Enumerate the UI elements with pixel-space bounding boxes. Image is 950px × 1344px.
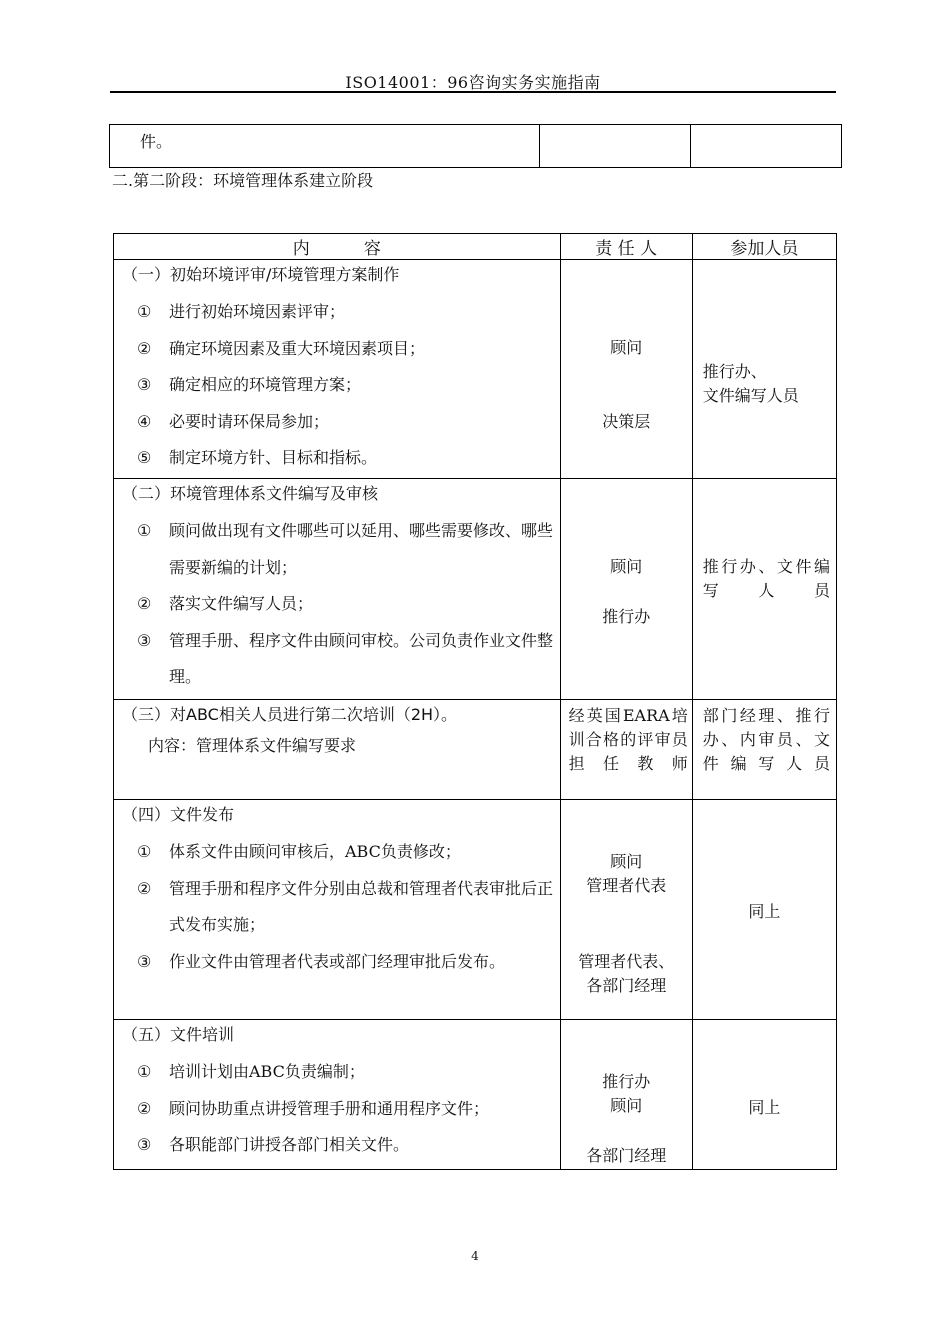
list-item: ① 体系文件由顾问审核后，ABC负责修改；: [137, 842, 461, 861]
empty-cell: [690, 125, 841, 168]
row-title: （一）初始环境评审/环境管理方案制作: [122, 265, 400, 284]
row-content: [114, 1020, 561, 1170]
responsible-line: 各部门经理: [586, 1146, 667, 1165]
list-item: ② 管理手册和程序文件分别由总裁和管理者代表审批后正式发布实施；: [137, 878, 554, 934]
row-participants: [692, 1020, 836, 1170]
row-content: [114, 800, 561, 1020]
list-item: ② 确定环境因素及重大环境因素项目；: [137, 338, 426, 358]
table-row: [114, 479, 837, 700]
table-row: [114, 700, 837, 800]
stage-two-table: [113, 233, 837, 1170]
section-heading: 二.第二阶段：环境管理体系建立阶段: [112, 171, 374, 190]
list-item: ① 培训计划由ABC负责编制；: [137, 1062, 365, 1081]
list-item: ③ 各职能部门讲授各部门相关文件。: [137, 1135, 410, 1154]
responsible-line: 经英国EARA培训合格的评审员担任教师: [568, 706, 688, 773]
list-item: ③ 作业文件由管理者代表或部门经理审批后发布。: [137, 951, 506, 971]
responsible-line: 推行办: [602, 607, 651, 626]
responsible-line: 推行办: [602, 1072, 651, 1091]
list-item: ③ 管理手册、程序文件由顾问审校。公司负责作业文件整理。: [137, 630, 554, 686]
list-item: ② 落实文件编写人员；: [137, 594, 314, 613]
page-number: 4: [471, 1249, 479, 1263]
participants-line: 文件编写人员: [702, 386, 799, 405]
responsible-line: 顾问: [610, 1096, 643, 1115]
header-content: 内 容: [114, 234, 561, 260]
list-item: ② 顾问协助重点讲授管理手册和通用程序文件；: [137, 1098, 490, 1118]
row-responsible: [560, 800, 692, 1020]
participants-line: 部门经理、推行办、内审员、文件编写人员: [702, 706, 830, 773]
responsible-line: 决策层: [602, 412, 651, 431]
table-row: [114, 1020, 837, 1170]
list-item: ③ 确定相应的环境管理方案；: [137, 375, 362, 394]
responsible-line: 顾问: [610, 852, 643, 871]
responsible-line: 顾问: [610, 338, 643, 357]
row-participants: [692, 260, 836, 479]
responsible-line: 各部门经理: [586, 976, 667, 995]
list-item: ④ 必要时请环保局参加；: [137, 411, 330, 431]
list-item: ① 进行初始环境因素评审；: [137, 302, 346, 321]
row-title: （三）对ABC相关人员进行第二次培训（2H）。: [122, 705, 458, 724]
row-title: （五）文件培训: [122, 1025, 235, 1044]
participants-line: 推行办、文件编写人员: [702, 557, 830, 600]
participants-line: 同上: [748, 902, 781, 921]
row-responsible: [560, 700, 692, 800]
row-subtext: 内容：管理体系文件编写要求: [148, 736, 357, 755]
row-participants: [692, 479, 836, 700]
empty-cell: [539, 125, 690, 168]
row-content: [114, 700, 561, 800]
row-participants: [692, 700, 836, 800]
participants-line: 推行办、: [702, 362, 767, 381]
table-row: [110, 125, 842, 168]
table-row: [114, 800, 837, 1020]
responsible-line: 管理者代表、: [578, 952, 675, 971]
table-row: [114, 260, 837, 479]
continuation-cell: 件。: [110, 125, 540, 168]
list-item: ① 顾问做出现有文件哪些可以延用、哪些需要修改、哪些需要新编的计划；: [137, 521, 554, 577]
participants-line: 同上: [748, 1098, 781, 1117]
row-responsible: [560, 260, 692, 479]
row-content: [114, 260, 561, 479]
row-responsible: [560, 1020, 692, 1170]
row-responsible: [560, 479, 692, 700]
continuation-table: [109, 124, 842, 168]
header-participants: 参加人员: [692, 234, 836, 260]
header-rule: [110, 91, 836, 93]
row-title: （二）环境管理体系文件编写及审核: [122, 484, 379, 503]
row-content: [114, 479, 561, 700]
header-responsible: 责 任 人: [560, 234, 692, 260]
row-title: （四）文件发布: [122, 805, 235, 824]
page-header-title: ISO14001：96咨询实务实施指南: [345, 73, 601, 92]
table-header-row: [114, 234, 837, 260]
responsible-line: 管理者代表: [586, 876, 667, 895]
responsible-line: 顾问: [610, 557, 643, 576]
list-item: ⑤ 制定环境方针、目标和指标。: [137, 448, 378, 467]
row-participants: [692, 800, 836, 1020]
